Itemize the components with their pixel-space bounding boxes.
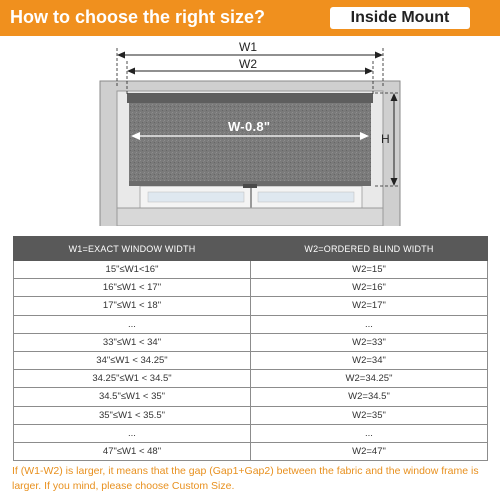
table-row bbox=[14, 279, 488, 297]
window-width-cell: 33"≤W1 < 34" bbox=[14, 333, 251, 351]
blind-width-cell: W2=15" bbox=[251, 261, 488, 279]
window-width-cell: 34.5"≤W1 < 35" bbox=[14, 388, 251, 406]
window-width-cell: 34.25"≤W1 < 34.5" bbox=[14, 370, 251, 388]
headrail bbox=[127, 93, 373, 103]
blind-width-cell: W2=47" bbox=[251, 442, 488, 460]
column-header-window-width: W1=EXACT WINDOW WIDTH bbox=[14, 237, 251, 261]
blind-width-cell: W2=17" bbox=[251, 297, 488, 315]
size-table bbox=[13, 236, 488, 461]
window-width-cell: 47"≤W1 < 48" bbox=[14, 442, 251, 460]
window-width-cell: 34"≤W1 < 34.25" bbox=[14, 351, 251, 369]
blind-width-cell: W2=34.5" bbox=[251, 388, 488, 406]
window-width-cell: 35"≤W1 < 35.5" bbox=[14, 406, 251, 424]
w1-label: W1 bbox=[239, 40, 257, 54]
window-width-cell: 17"≤W1 < 18" bbox=[14, 297, 251, 315]
blind-width-cell: W2=33" bbox=[251, 333, 488, 351]
blind-width-cell: W2=35" bbox=[251, 406, 488, 424]
blind-width-cell: W2=16" bbox=[251, 279, 488, 297]
table-row bbox=[14, 406, 488, 424]
table-row bbox=[14, 333, 488, 351]
fabric-width-label: W-0.8" bbox=[228, 119, 271, 134]
blind-width-cell: ... bbox=[251, 424, 488, 442]
window-width-cell: ... bbox=[14, 315, 251, 333]
window-width-cell: 16"≤W1 < 17" bbox=[14, 279, 251, 297]
header-banner bbox=[0, 0, 500, 36]
w2-label: W2 bbox=[239, 57, 257, 71]
window-diagram bbox=[0, 36, 500, 226]
blind-width-cell: ... bbox=[251, 315, 488, 333]
table-row bbox=[14, 297, 488, 315]
window-width-cell: 15"≤W1<16" bbox=[14, 261, 251, 279]
blind-width-cell: W2=34" bbox=[251, 351, 488, 369]
table-row bbox=[14, 370, 488, 388]
blind-width-cell: W2=34.25" bbox=[251, 370, 488, 388]
size-note: If (W1-W2) is larger, it means that the gap (Gap1+Gap2) between the fabric and the window frame is larger. If you mind, please choose Custom Size. bbox=[12, 465, 479, 492]
column-header-blind-width: W2=ORDERED BLIND WIDTH bbox=[251, 237, 488, 261]
table-row bbox=[14, 388, 488, 406]
table-row bbox=[14, 442, 488, 460]
table-row bbox=[14, 424, 488, 442]
window-width-cell: ... bbox=[14, 424, 251, 442]
mount-type-badge: Inside Mount bbox=[330, 7, 470, 29]
page-title: How to choose the right size? bbox=[10, 7, 266, 27]
table-header-row bbox=[14, 237, 488, 261]
table-row bbox=[14, 261, 488, 279]
table-row bbox=[14, 315, 488, 333]
height-label: H bbox=[381, 132, 390, 146]
blind-fabric bbox=[129, 103, 371, 183]
table-row bbox=[14, 351, 488, 369]
